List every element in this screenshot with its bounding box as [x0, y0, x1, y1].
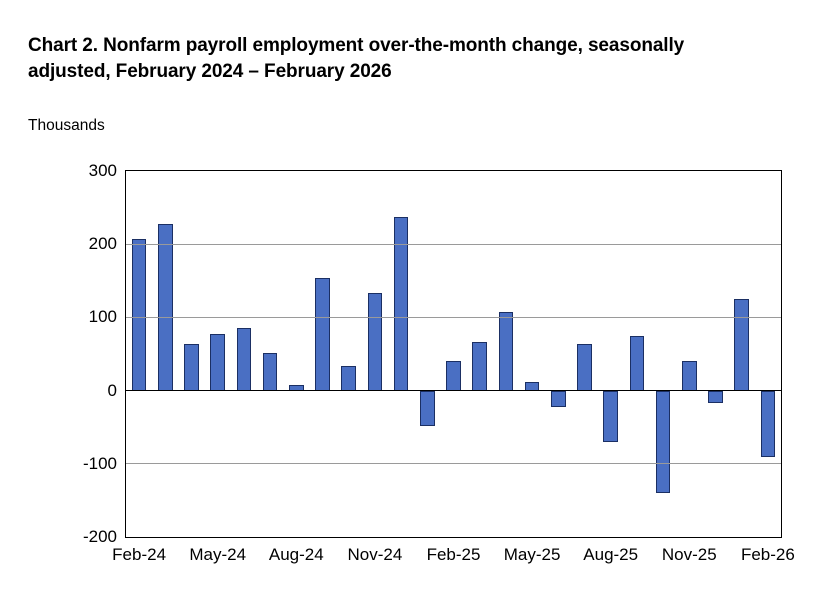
bar — [708, 391, 723, 403]
bars-layer — [126, 171, 781, 537]
bar — [446, 361, 461, 391]
bar — [656, 391, 671, 493]
bar — [603, 391, 618, 442]
bar — [472, 342, 487, 390]
bar — [184, 344, 199, 390]
bar — [577, 344, 592, 390]
bar — [368, 293, 383, 390]
bar — [158, 224, 173, 391]
bar — [210, 334, 225, 390]
y-axis-tick-label: 0 — [107, 380, 117, 400]
x-axis-tick-label: May-25 — [503, 545, 561, 564]
y-axis-unit-label: Thousands — [28, 117, 105, 134]
y-axis-tick-label: -100 — [82, 453, 117, 473]
bar — [682, 361, 697, 390]
gridline — [126, 463, 781, 464]
bar — [499, 312, 514, 390]
x-axis-tick-label: Aug-24 — [268, 545, 324, 564]
bar — [761, 391, 776, 458]
x-axis-tick-label: Nov-25 — [661, 545, 717, 564]
gridline — [126, 317, 781, 318]
y-axis-tick-label: 100 — [88, 307, 117, 327]
x-axis-tick-label: Aug-25 — [583, 545, 639, 564]
bar — [341, 366, 356, 390]
zero-axis-line — [126, 390, 781, 391]
page-title: Chart 2. Nonfarm payroll employment over-the-month change, seasonally adjusted, February 2024 – February 2026 — [28, 35, 685, 82]
bar — [420, 391, 435, 426]
bar — [237, 328, 252, 391]
y-axis-tick-label: 300 — [88, 161, 117, 180]
x-axis-tick-label: May-24 — [189, 545, 247, 564]
x-axis-tick-label: Feb-24 — [112, 545, 167, 564]
bar — [263, 353, 278, 391]
bar — [734, 299, 749, 391]
bar — [630, 336, 645, 391]
x-axis-tick-label: Feb-25 — [426, 545, 481, 564]
y-axis-tick-label: -200 — [82, 527, 117, 546]
bar — [551, 391, 566, 407]
gridline — [126, 244, 781, 245]
chart-plot-area — [82, 161, 795, 564]
bar — [315, 278, 330, 391]
bar — [132, 239, 147, 391]
x-axis-tick-label: Feb-26 — [740, 545, 795, 564]
y-axis-tick-label: 200 — [88, 234, 117, 254]
x-axis-tick-label: Nov-24 — [347, 545, 403, 564]
